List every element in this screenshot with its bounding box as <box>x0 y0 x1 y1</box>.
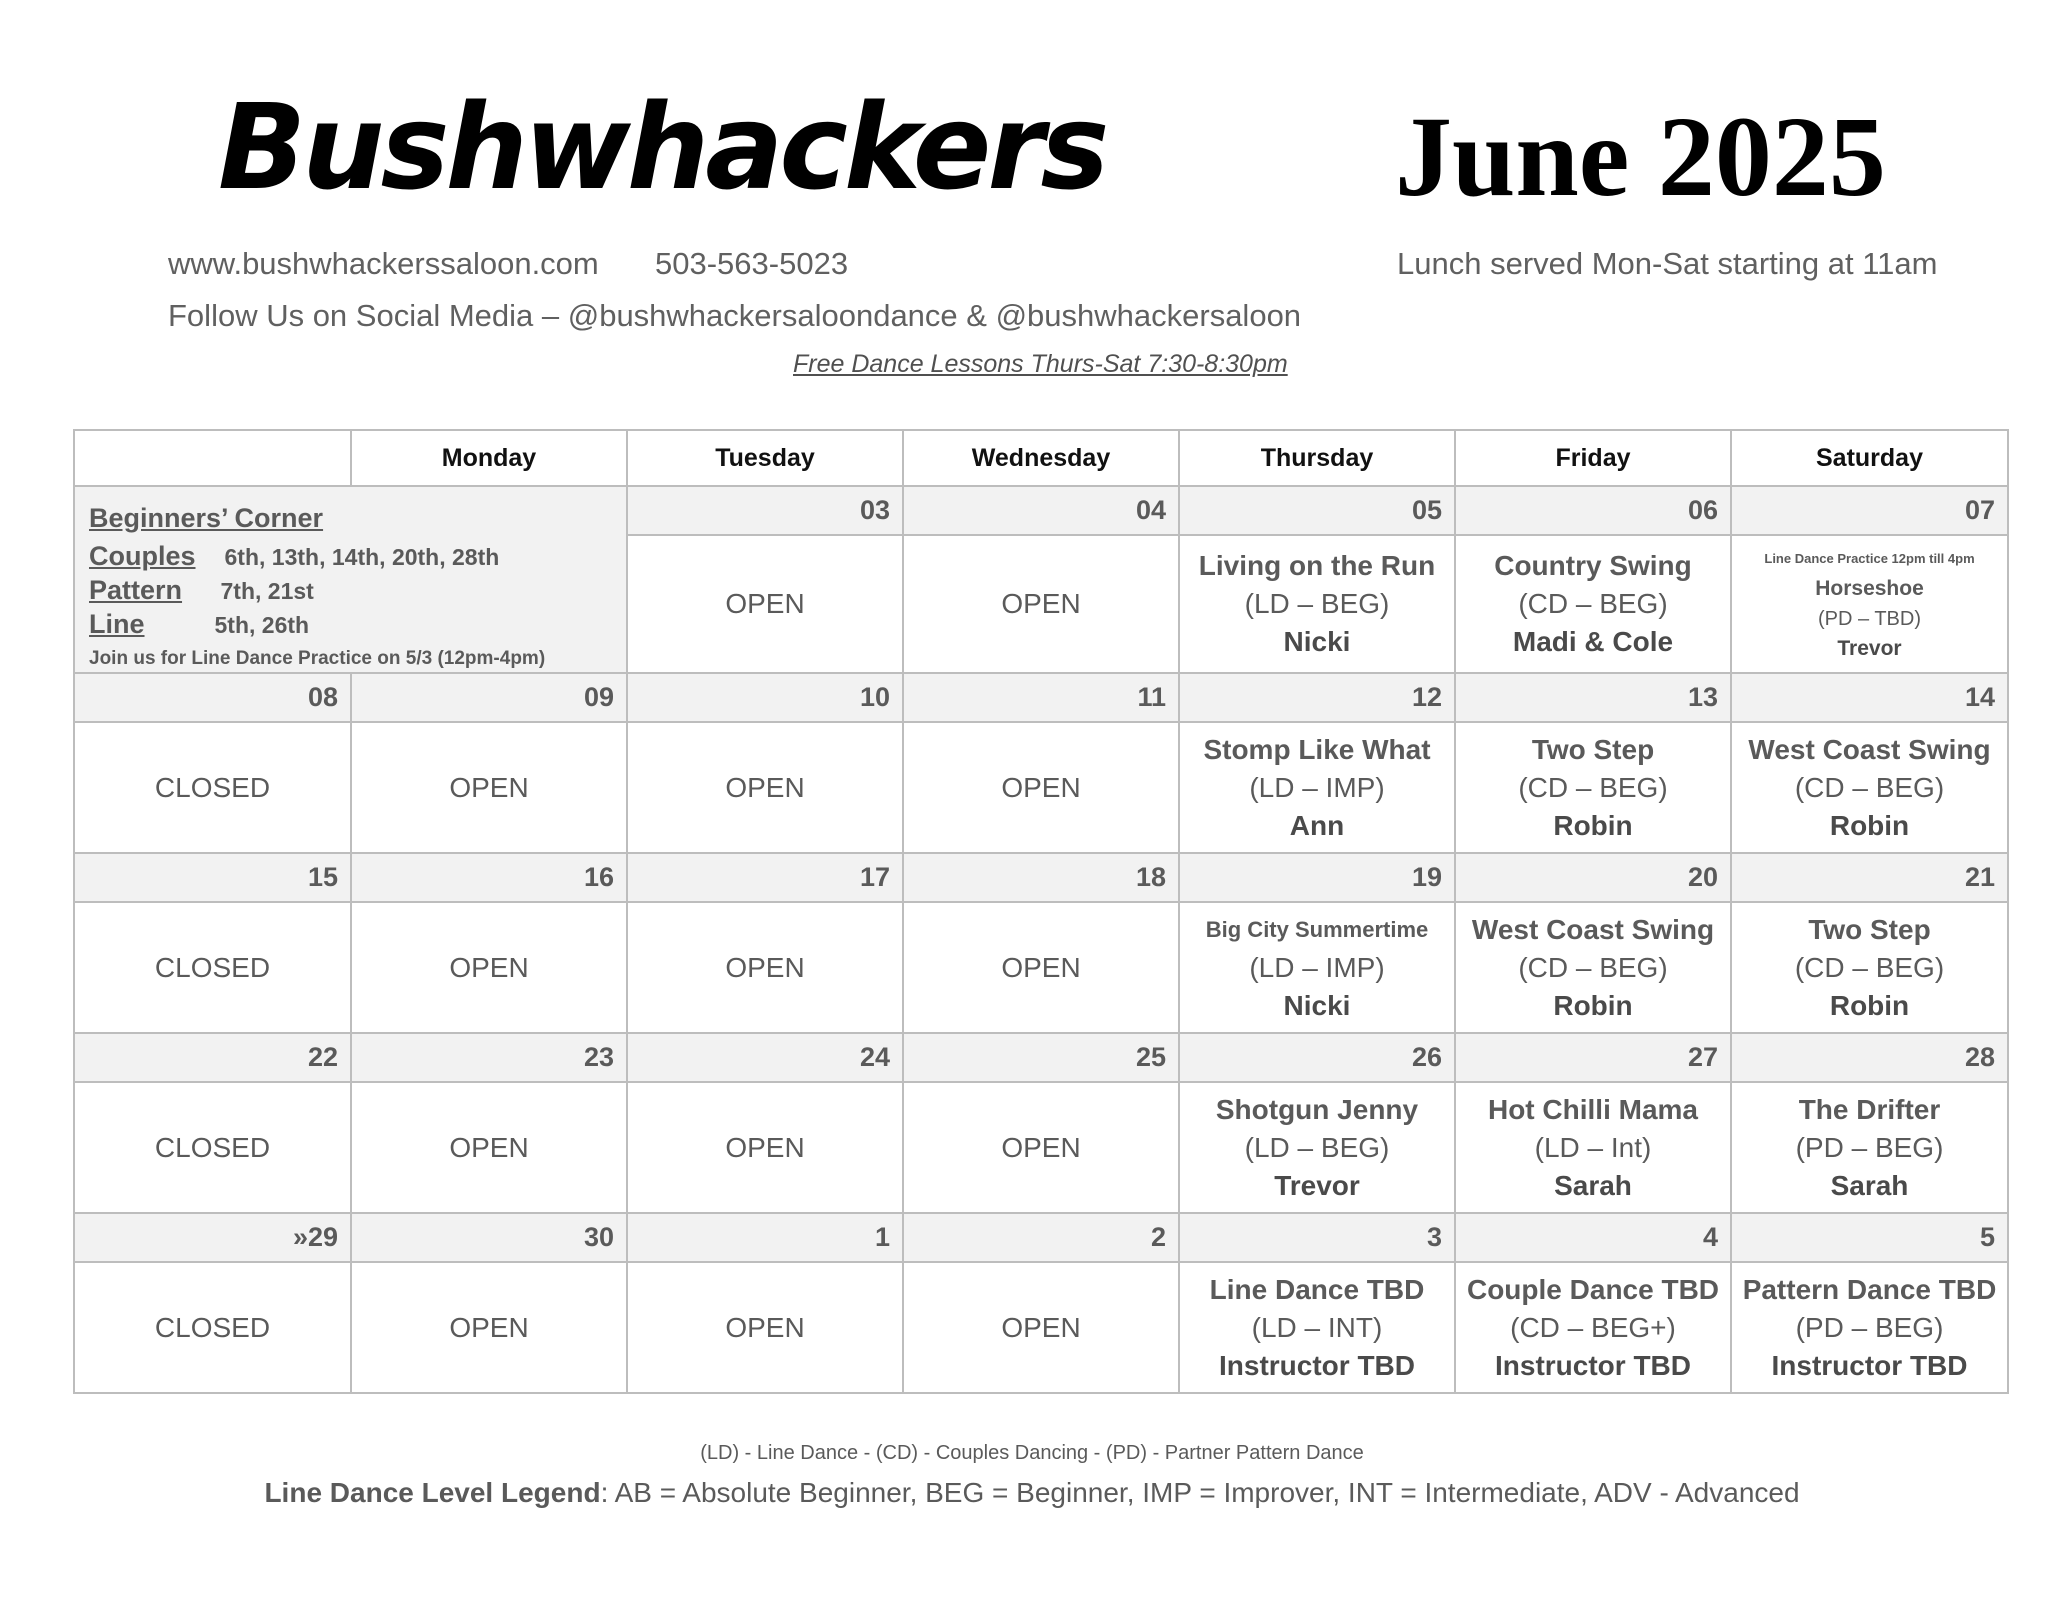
month-title: June 2025 <box>1395 93 1886 220</box>
join-bold-text: Line Dance Practice <box>191 648 372 669</box>
day-number: 07 <box>1731 486 2008 535</box>
week2-number-row <box>74 673 2008 722</box>
day-number: 1 <box>627 1213 903 1262</box>
day-number: 3 <box>1179 1213 1455 1262</box>
event-type: (LD – IMP) <box>1249 951 1385 983</box>
weekday-header-blank <box>74 430 351 486</box>
social-media-note: Follow Us on Social Media – @bushwhackersaloondance & @bushwhackersaloon <box>168 298 1302 333</box>
event-instructor: Madi & Cole <box>1512 626 1674 657</box>
week3-body-row <box>74 902 2008 1033</box>
week4-number-row <box>74 1033 2008 1082</box>
event-name: West Coast Swing <box>1748 733 1991 765</box>
website-link[interactable]: www.bushwhackerssaloon.com <box>168 246 599 281</box>
event-cell <box>1455 722 1731 853</box>
day-number: 21 <box>1731 853 2008 902</box>
status-open: OPEN <box>351 1082 627 1213</box>
status-open: OPEN <box>903 1082 1179 1213</box>
event-name: Couple Dance TBD <box>1466 1273 1720 1305</box>
day-number: 30 <box>351 1213 627 1262</box>
day-number: 15 <box>74 853 351 902</box>
event-cell <box>1179 902 1455 1033</box>
event-instructor: Instructor TBD <box>1771 1349 1968 1381</box>
weekday-header-row <box>74 430 2008 486</box>
free-lessons-note: Free Dance Lessons Thurs-Sat 7:30-8:30pm <box>793 350 1288 378</box>
day-number: 27 <box>1455 1033 1731 1082</box>
day-number: 12 <box>1179 673 1455 722</box>
event-name: Horseshoe <box>1815 577 1924 600</box>
event-cell <box>1179 1262 1455 1393</box>
event-instructor: Robin <box>1829 809 1910 841</box>
day-number: »29 <box>74 1213 351 1262</box>
week4-body-row <box>74 1082 2008 1213</box>
weekday-header-thursday: Thursday <box>1179 430 1455 486</box>
day-number: 22 <box>74 1033 351 1082</box>
event-type: (CD – BEG) <box>1518 588 1668 619</box>
day-number: 14 <box>1731 673 2008 722</box>
beginners-corner-title: Beginners’ Corner <box>89 503 324 533</box>
line-dance-practice-note <box>89 648 612 670</box>
corner-couples-row <box>89 540 612 574</box>
event-cell <box>1455 535 1731 673</box>
day-number: 23 <box>351 1033 627 1082</box>
event-instructor: Instructor TBD <box>1495 1349 1691 1381</box>
event-name: Country Swing <box>1494 550 1692 581</box>
event-type: (LD – BEG) <box>1244 1131 1390 1163</box>
week5-number-row <box>74 1213 2008 1262</box>
event-instructor: Robin <box>1829 989 1910 1021</box>
beginners-corner <box>74 486 627 673</box>
event-instructor: Sarah <box>1554 1169 1632 1201</box>
day-number: 03 <box>627 486 903 535</box>
event-cell <box>1455 902 1731 1033</box>
event-type: (PD – BEG) <box>1795 1131 1944 1163</box>
day-number: 18 <box>903 853 1179 902</box>
status-open: OPEN <box>627 722 903 853</box>
dance-type-legend: (LD) - Line Dance - (CD) - Couples Dancing - (PD) - Partner Pattern Dance <box>700 1442 1364 1464</box>
corner-pattern-row <box>89 574 612 608</box>
corner-line-label: Line <box>89 609 145 639</box>
status-closed: CLOSED <box>74 902 351 1033</box>
dance-level-legend <box>0 1477 2064 1509</box>
day-number: 08 <box>74 673 351 722</box>
event-instructor: Robin <box>1553 809 1633 841</box>
event-cell <box>1179 535 1455 673</box>
event-name: Big City Summertime <box>1205 916 1429 942</box>
join-post-text: on 5/3 (12pm-4pm) <box>372 648 546 669</box>
day-number: 2 <box>903 1213 1179 1262</box>
event-cell <box>1731 902 2008 1033</box>
level-legend-text: : AB = Absolute Beginner, BEG = Beginner, IMP = Improver, INT = Intermediate, ADV - Advanced <box>600 1477 1800 1508</box>
event-cell <box>1179 1082 1455 1213</box>
day-number: 17 <box>627 853 903 902</box>
event-type: (LD – BEG) <box>1244 588 1390 619</box>
day-number: 10 <box>627 673 903 722</box>
status-open: OPEN <box>627 1082 903 1213</box>
event-name: Pattern Dance TBD <box>1742 1273 1997 1305</box>
week5-body-row <box>74 1262 2008 1393</box>
event-instructor: Trevor <box>1837 637 1902 660</box>
event-name: Shotgun Jenny <box>1215 1093 1419 1125</box>
brand-logo-text: Bushwhackers <box>218 78 1106 216</box>
event-instructor: Trevor <box>1274 1169 1360 1201</box>
corner-line-row <box>89 608 612 642</box>
day-number: 24 <box>627 1033 903 1082</box>
event-instructor: Instructor TBD <box>1219 1349 1415 1381</box>
day-number: 05 <box>1179 486 1455 535</box>
event-name: Stomp Like What <box>1203 733 1431 765</box>
event-name: Living on the Run <box>1198 550 1436 581</box>
phone-number: 503-563-5023 <box>655 246 849 281</box>
day-number: 11 <box>903 673 1179 722</box>
event-type: (PD – BEG) <box>1795 1311 1944 1343</box>
event-instructor: Nicki <box>1283 989 1351 1021</box>
event-cell <box>1731 535 2008 673</box>
event-type: (CD – BEG+) <box>1510 1311 1676 1343</box>
event-type: (LD – IMP) <box>1249 771 1385 803</box>
status-open: OPEN <box>903 902 1179 1033</box>
day-number: 13 <box>1455 673 1731 722</box>
day-number: 06 <box>1455 486 1731 535</box>
corner-couples-label: Couples <box>89 541 196 571</box>
event-type: (LD – INT) <box>1251 1311 1383 1343</box>
event-cell <box>1731 1262 2008 1393</box>
event-name: Line Dance TBD <box>1209 1273 1425 1305</box>
status-open: OPEN <box>903 1262 1179 1393</box>
day-number: 28 <box>1731 1033 2008 1082</box>
status-closed: CLOSED <box>74 722 351 853</box>
day-number: 26 <box>1179 1033 1455 1082</box>
event-name: Two Step <box>1531 733 1655 765</box>
weekday-header-tuesday: Tuesday <box>627 430 903 486</box>
level-legend-label: Line Dance Level Legend <box>264 1477 601 1508</box>
corner-line-dates: 5th, 26th <box>214 612 310 638</box>
week3-number-row <box>74 853 2008 902</box>
event-type: (CD – BEG) <box>1518 951 1668 983</box>
lunch-note: Lunch served Mon-Sat starting at 11am <box>1397 246 1938 281</box>
event-instructor: Nicki <box>1283 626 1351 657</box>
status-open: OPEN <box>627 902 903 1033</box>
status-open: OPEN <box>351 902 627 1033</box>
corner-pattern-label: Pattern <box>89 575 183 605</box>
event-cell <box>1731 722 2008 853</box>
day-number: 5 <box>1731 1213 2008 1262</box>
weekday-header-monday: Monday <box>351 430 627 486</box>
status-closed: CLOSED <box>74 1262 351 1393</box>
weekday-header-wednesday: Wednesday <box>903 430 1179 486</box>
event-cell <box>1731 1082 2008 1213</box>
event-instructor: Ann <box>1289 809 1345 841</box>
week2-body-row <box>74 722 2008 853</box>
day-number: 04 <box>903 486 1179 535</box>
status-open: OPEN <box>903 722 1179 853</box>
day-number: 16 <box>351 853 627 902</box>
event-name: Two Step <box>1808 913 1931 945</box>
status-open: OPEN <box>351 1262 627 1393</box>
event-name: The Drifter <box>1798 1093 1941 1125</box>
week1-number-row <box>74 486 2008 535</box>
event-name: Hot Chilli Mama <box>1487 1093 1698 1125</box>
day-number: 09 <box>351 673 627 722</box>
corner-couples-dates: 6th, 13th, 14th, 20th, 28th <box>224 544 500 570</box>
event-instructor: Sarah <box>1830 1169 1909 1201</box>
corner-pattern-dates: 7th, 21st <box>220 578 314 604</box>
day-number: 20 <box>1455 853 1731 902</box>
event-type: (CD – BEG) <box>1518 771 1668 803</box>
status-open: OPEN <box>627 535 903 673</box>
event-instructor: Robin <box>1553 989 1633 1021</box>
weekday-header-friday: Friday <box>1455 430 1731 486</box>
day-number: 19 <box>1179 853 1455 902</box>
event-type: (CD – BEG) <box>1794 951 1945 983</box>
event-type: (CD – BEG) <box>1794 771 1945 803</box>
status-open: OPEN <box>903 535 1179 673</box>
weekday-header-saturday: Saturday <box>1731 430 2008 486</box>
join-pre-text: Join us for <box>89 648 192 669</box>
status-open: OPEN <box>627 1262 903 1393</box>
calendar-grid <box>73 429 2009 1394</box>
status-open: OPEN <box>351 722 627 853</box>
event-type: (LD – Int) <box>1534 1131 1652 1163</box>
event-type: (PD – TBD) <box>1818 608 1921 630</box>
event-cell <box>1179 722 1455 853</box>
day-number: 25 <box>903 1033 1179 1082</box>
event-note: Line Dance Practice 12pm till 4pm <box>1764 551 1975 566</box>
event-name: West Coast Swing <box>1471 913 1715 945</box>
event-cell <box>1455 1082 1731 1213</box>
event-cell <box>1455 1262 1731 1393</box>
day-number: 4 <box>1455 1213 1731 1262</box>
status-closed: CLOSED <box>74 1082 351 1213</box>
